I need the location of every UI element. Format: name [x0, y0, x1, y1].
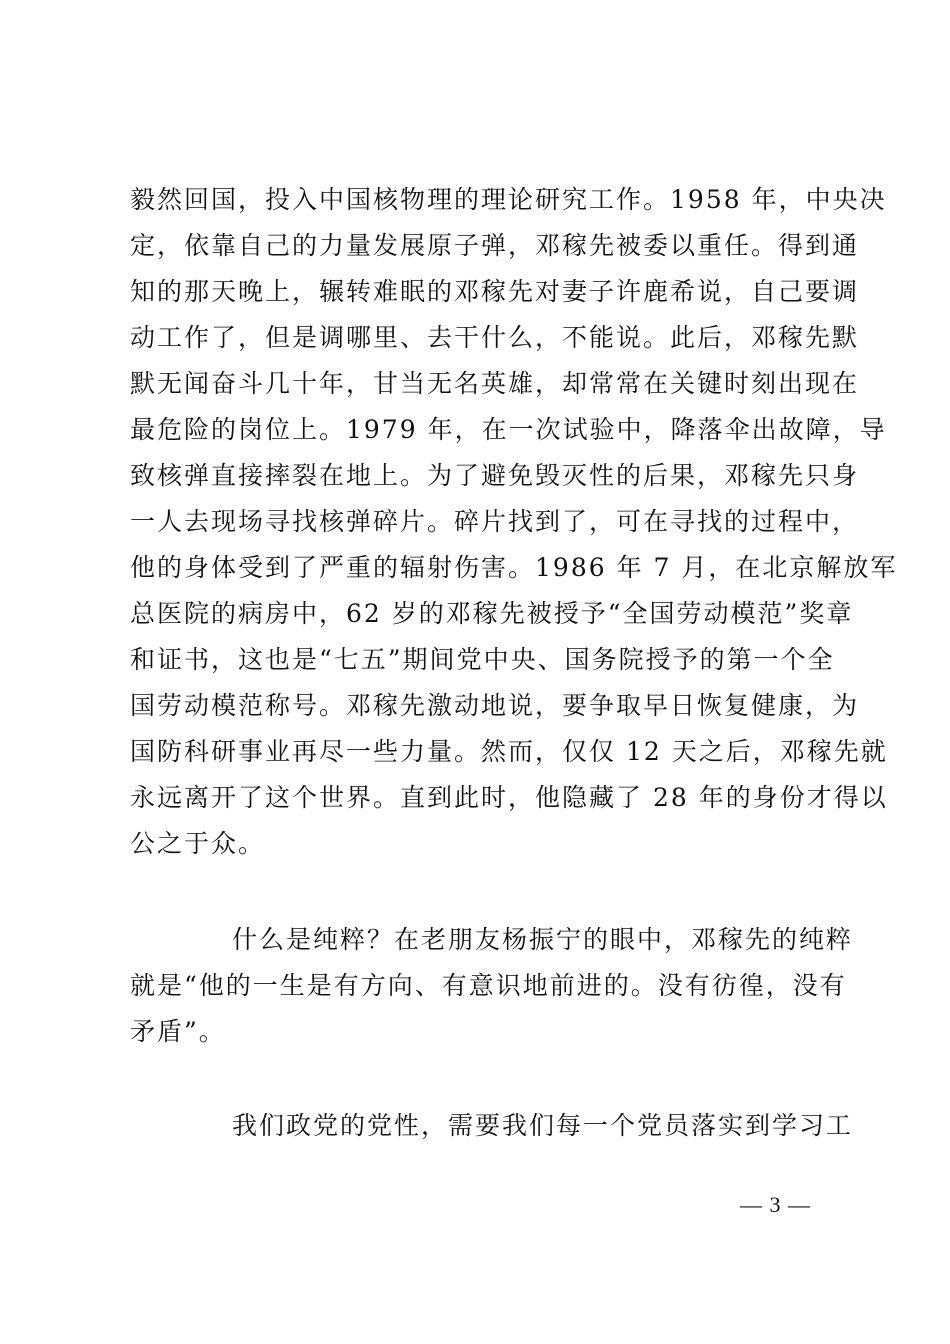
text-line: 最危险的岗位上。1979 年，在一次试验中，降落伞出故障，导 [130, 415, 887, 444]
text-line: 就是“他的一生是有方向、有意识地前进的。没有彷徨，没有 [130, 971, 847, 1000]
text-line: 什么是纯粹？在老朋友杨振宁的眼中，邓稼先的纯粹 [232, 925, 854, 954]
text-line: 永远离开了这个世界。直到此时，他隐藏了 28 年的身份才得以 [130, 783, 888, 812]
text-line: 致核弹直接摔裂在地上。为了避免毁灭性的后果，邓稼先只身 [130, 461, 860, 490]
page-number: — 3 — [740, 1192, 811, 1217]
text-line: 毅然回国，投入中国核物理的理论研究工作。1958 年，中央决 [130, 185, 887, 214]
text-line: 总医院的病房中，62 岁的邓稼先被授予“全国劳动模范”奖章 [130, 599, 854, 628]
text-line: 默无闻奋斗几十年，甘当无名英雄，却常常在关键时刻出现在 [130, 369, 860, 398]
text-line: 他的身体受到了严重的辐射伤害。1986 年 7 月，在北京解放军 [130, 553, 898, 582]
text-line: 动工作了，但是调哪里、去干什么，不能说。此后，邓稼先默 [130, 323, 860, 352]
text-line: 矛盾”。 [130, 1017, 226, 1046]
text-line: 我们政党的党性，需要我们每一个党员落实到学习工 [232, 1111, 854, 1140]
text-line: 定，依靠自己的力量发展原子弹，邓稼先被委以重任。得到通 [130, 231, 860, 260]
text-line: 和证书，这也是“七五”期间党中央、国务院授予的第一个全 [130, 645, 835, 674]
text-line: 国劳动模范称号。邓稼先激动地说，要争取早日恢复健康，为 [130, 691, 860, 720]
text-line: 知的那天晚上，辗转难眠的邓稼先对妻子许鹿希说，自己要调 [130, 277, 860, 306]
text-line: 一人去现场寻找核弹碎片。碎片找到了，可在寻找的过程中， [130, 507, 860, 536]
text-line: 国防科研事业再尽一些力量。然而，仅仅 12 天之后，邓稼先就 [130, 737, 888, 766]
text-line: 公之于众。 [130, 829, 266, 858]
